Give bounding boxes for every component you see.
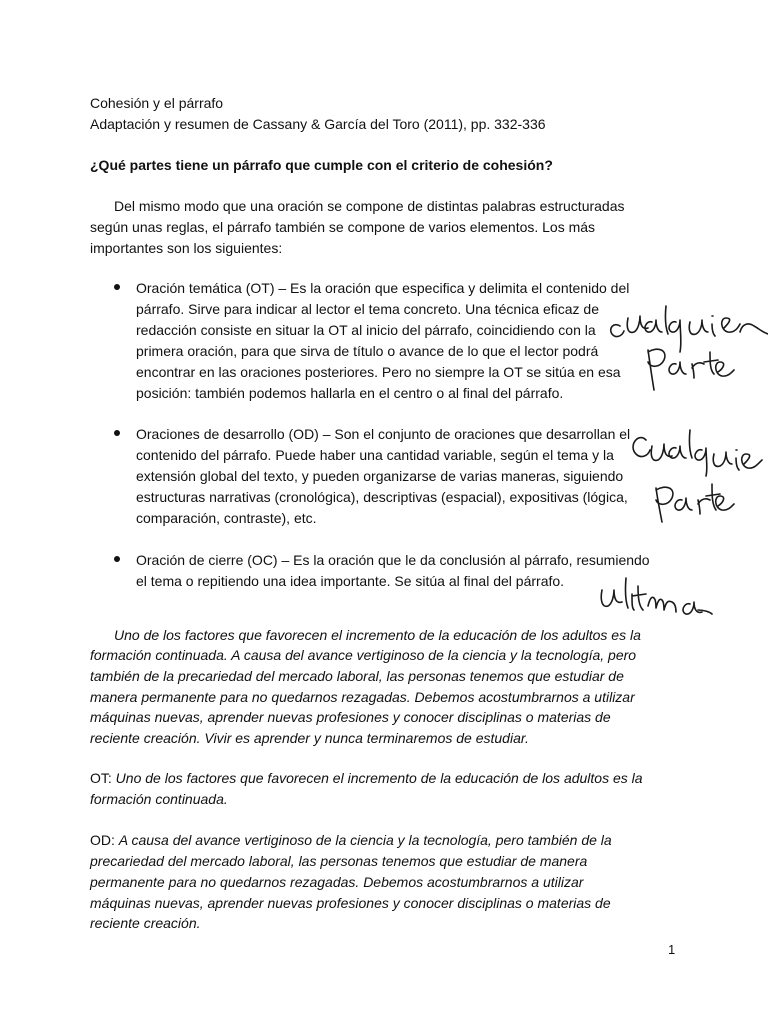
intro-line: Del mismo modo que una oración se compone de distintas palabras estructuradas bbox=[114, 198, 625, 214]
bullet-od-line: contenido del párrafo. Puede haber una cantidad variable, según el tema y la bbox=[136, 447, 614, 463]
document-source: Adaptación y resumen de Cassany & García del Toro (2011), pp. 332-336 bbox=[90, 116, 546, 132]
bullet-ot-line: párrafo. Sirve para indicar al lector el tema concreto. Una técnica eficaz de bbox=[136, 301, 600, 317]
handwritten-note-3 bbox=[601, 578, 712, 614]
od-label: OD: bbox=[90, 832, 115, 848]
example-line: Uno de los factores que favorecen el incremento de la educación de los adultos es la bbox=[114, 627, 641, 643]
bullet-ot-line: posición: también podemos hallarla en el centro o al final del párrafo. bbox=[136, 385, 564, 401]
bullet-ot-line: redacción consiste en situar la OT al inicio del párrafo, coincidiendo con la bbox=[136, 322, 596, 338]
od-line: reciente creación. bbox=[90, 915, 201, 931]
ot-line bbox=[90, 768, 643, 788]
intro-line: importantes son los siguientes: bbox=[90, 240, 283, 256]
handwritten-note-2 bbox=[633, 430, 762, 476]
example-line: reciente creación. Vivir es aprender y nunca terminaremos de estudiar. bbox=[90, 730, 529, 746]
handwritten-note-2b bbox=[656, 484, 734, 522]
handwritten-note-1 bbox=[611, 306, 768, 352]
bullet-ot-line: Oración temática (OT) – Es la oración que especifica y delimita el contenido del bbox=[136, 280, 630, 296]
bullet-icon bbox=[114, 284, 120, 290]
page-number: 1 bbox=[668, 942, 676, 957]
example-line: manera permanente para no quedarnos rezagadas. Debemos acostumbrarnos a utilizar bbox=[90, 689, 635, 705]
bullet-od-line: estructuras narrativas (cronológica), descriptivas (espacial), expositivas (lógica, bbox=[136, 489, 628, 505]
od-line: permanente para no quedarnos rezagadas. Debemos acostumbrarnos a utilizar bbox=[90, 874, 584, 890]
example-line: máquinas nuevas, aprender nuevas profesiones y conocer disciplinas o materias de bbox=[90, 709, 611, 725]
bullet-oc-line: Oración de cierre (OC) – Es la oración que le da conclusión al párrafo, resumiendo bbox=[136, 552, 650, 568]
example-line: también de la precariedad del mercado laboral, las personas tenemos que estudiar de bbox=[90, 668, 624, 684]
od-line: precariedad del mercado laboral, las personas tenemos que estudiar de manera bbox=[90, 853, 588, 869]
intro-line: según unas reglas, el párrafo también se compone de varios elementos. Los más bbox=[90, 219, 596, 235]
bullet-od-line: Oraciones de desarrollo (OD) – Son el conjunto de oraciones que desarrollan el bbox=[136, 426, 631, 442]
od-line: máquinas nuevas, aprender nuevas profesiones y conocer disciplinas o materias de bbox=[90, 895, 611, 911]
bullet-ot-line: primera oración, para que sirva de título o avance de lo que el lector podrá bbox=[136, 343, 599, 359]
od-line bbox=[90, 830, 612, 850]
bullet-icon bbox=[114, 430, 120, 436]
od-text: A causa del avance vertiginoso de la ciencia y la tecnología, pero también de la bbox=[118, 832, 612, 848]
handwritten-note-1b bbox=[648, 349, 734, 390]
bullet-ot-line: encontrar en las oraciones posteriores. Pero no siempre la OT se sitúa en esa bbox=[136, 364, 621, 380]
bullet-od-line: extensión global del texto, y pueden organizarse de varias maneras, siguiendo bbox=[136, 468, 624, 484]
bullet-oc-line: el tema o repitiendo una idea importante. Se sitúa al final del párrafo. bbox=[136, 573, 565, 589]
bullet-od-line: comparación, contraste), etc. bbox=[136, 510, 317, 526]
section-question: ¿Qué partes tiene un párrafo que cumple con el criterio de cohesión? bbox=[90, 157, 553, 173]
example-line: formación continuada. A causa del avance vertiginoso de la ciencia y la tecnología, pero bbox=[90, 647, 637, 663]
document-title: Cohesión y el párrafo bbox=[90, 95, 224, 111]
ot-label: OT: bbox=[90, 770, 112, 786]
bullet-icon bbox=[114, 556, 120, 562]
ot-text: Uno de los factores que favorecen el incremento de la educación de los adultos es la bbox=[115, 770, 643, 786]
ot-line: formación continuada. bbox=[90, 791, 228, 807]
